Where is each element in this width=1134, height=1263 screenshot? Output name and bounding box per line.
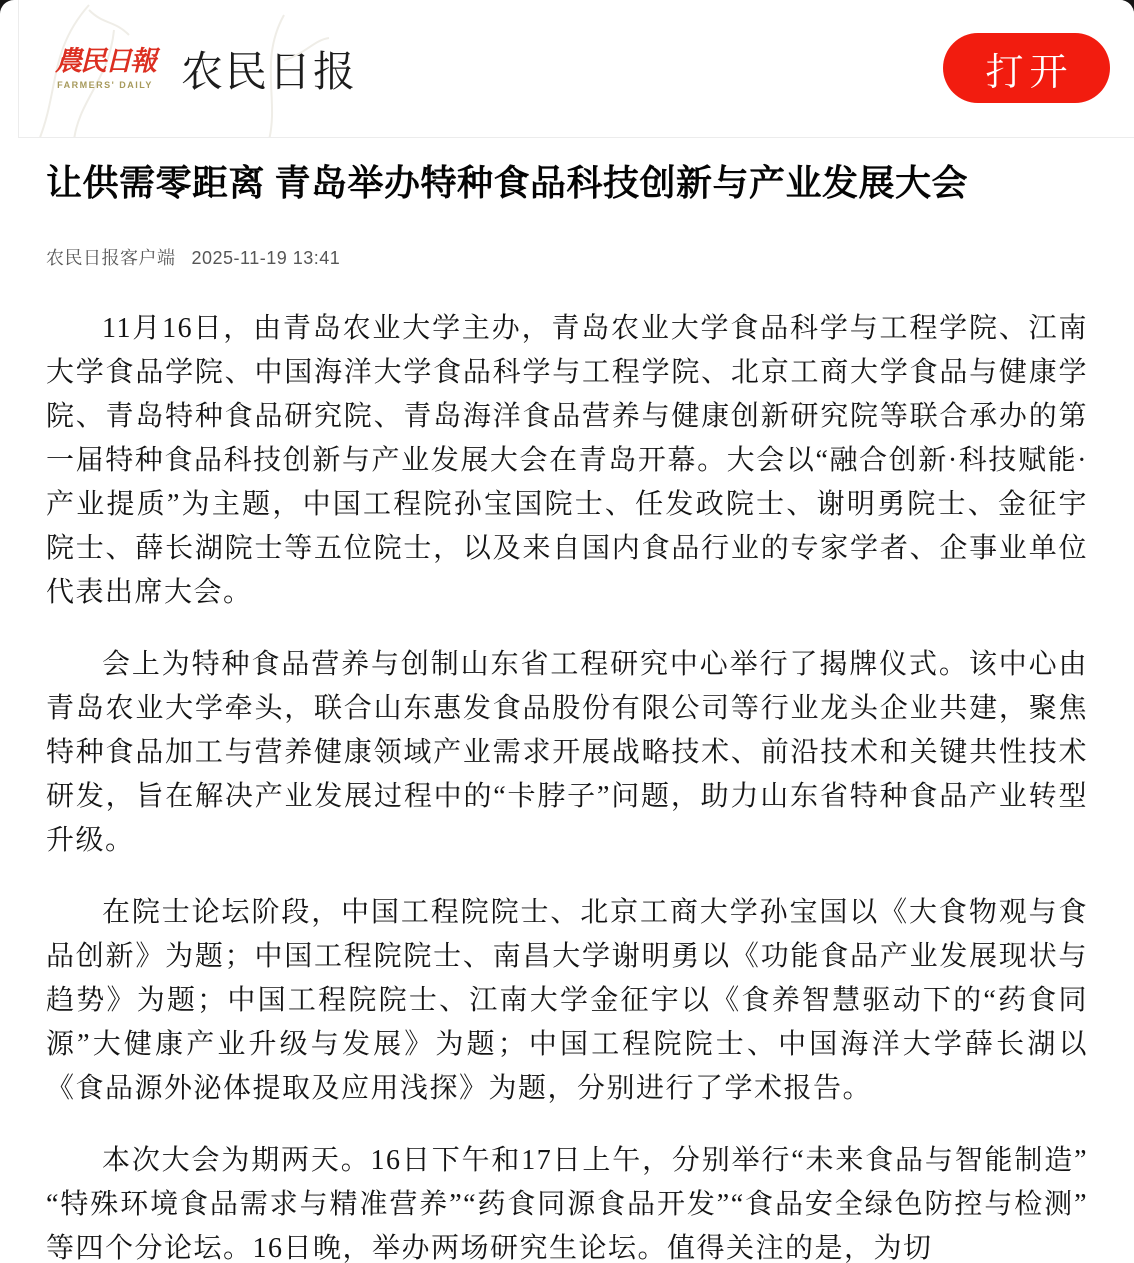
article-body xyxy=(46,307,1088,1263)
farmers-daily-logo xyxy=(55,47,155,90)
app-banner xyxy=(18,0,1134,138)
logo-calligraphy: 農民日報 xyxy=(55,46,155,77)
article-paragraph: 在院士论坛阶段，中国工程院院士、北京工商大学孙宝国以《大食物观与食品创新》为题；中国工程院院士、南昌大学谢明勇以《功能食品产业发展现状与趋势》为题；中国工程院院士、江南大学金征宇以《食养智慧驱动下的“药食同源”大健康产业升级与发展》为题；中国工程院院士、中国海洋大学薛长湖以《食品源外泌体提取及应用浅探》为题，分别进行了学术报告。 xyxy=(46,896,1088,1104)
logo-subtitle: FARMERS' DAILY xyxy=(57,79,153,90)
article-paragraph: 11月16日，由青岛农业大学主办，青岛农业大学食品科学与工程学院、江南大学食品学院、中国海洋大学食品科学与工程学院、北京工商大学食品与健康学院、青岛特种食品研究院、青岛海洋食品营养与健康创新研究院等联合承办的第一届特种食品科技创新与产业发展大会在青岛开幕。大会以“融合创新·科技赋能·产业提质”为主题，中国工程院孙宝国院士、任发政院士、谢明勇院士、金征宇院士、薛长湖院士等五位院士，以及来自国内食品行业的专家学者、企事业单位代表出席大会。 xyxy=(46,312,1088,608)
article-timestamp: 2025-11-19 13:41 xyxy=(191,247,341,268)
article-content xyxy=(0,160,1134,1263)
app-name: 农民日报 xyxy=(181,47,358,95)
article-byline xyxy=(46,244,1088,270)
article-source: 农民日报客户端 xyxy=(46,247,176,268)
article-title: 让供需零距离 青岛举办特种食品科技创新与产业发展大会 xyxy=(46,163,969,203)
article-paragraph: 本次大会为期两天。16日下午和17日上午，分别举行“未来食品与智能制造”“特殊环境食品需求与精准营养”“药食同源食品开发”“食品安全绿色防控与检测”等四个分论坛。16日晚，举办两场研究生论坛。值得关注的是，为切 xyxy=(46,1144,1088,1263)
open-app-button[interactable]: 打开 xyxy=(943,33,1110,103)
article-paragraph: 会上为特种食品营养与创制山东省工程研究中心举行了揭牌仪式。该中心由青岛农业大学牵头，联合山东惠发食品股份有限公司等行业龙头企业共建，聚焦特种食品加工与营养健康领域产业需求开展战略技术、前沿技术和关键共性技术研发，旨在解决产业发展过程中的“卡脖子”问题，助力山东省特种食品产业转型升级。 xyxy=(46,648,1088,856)
